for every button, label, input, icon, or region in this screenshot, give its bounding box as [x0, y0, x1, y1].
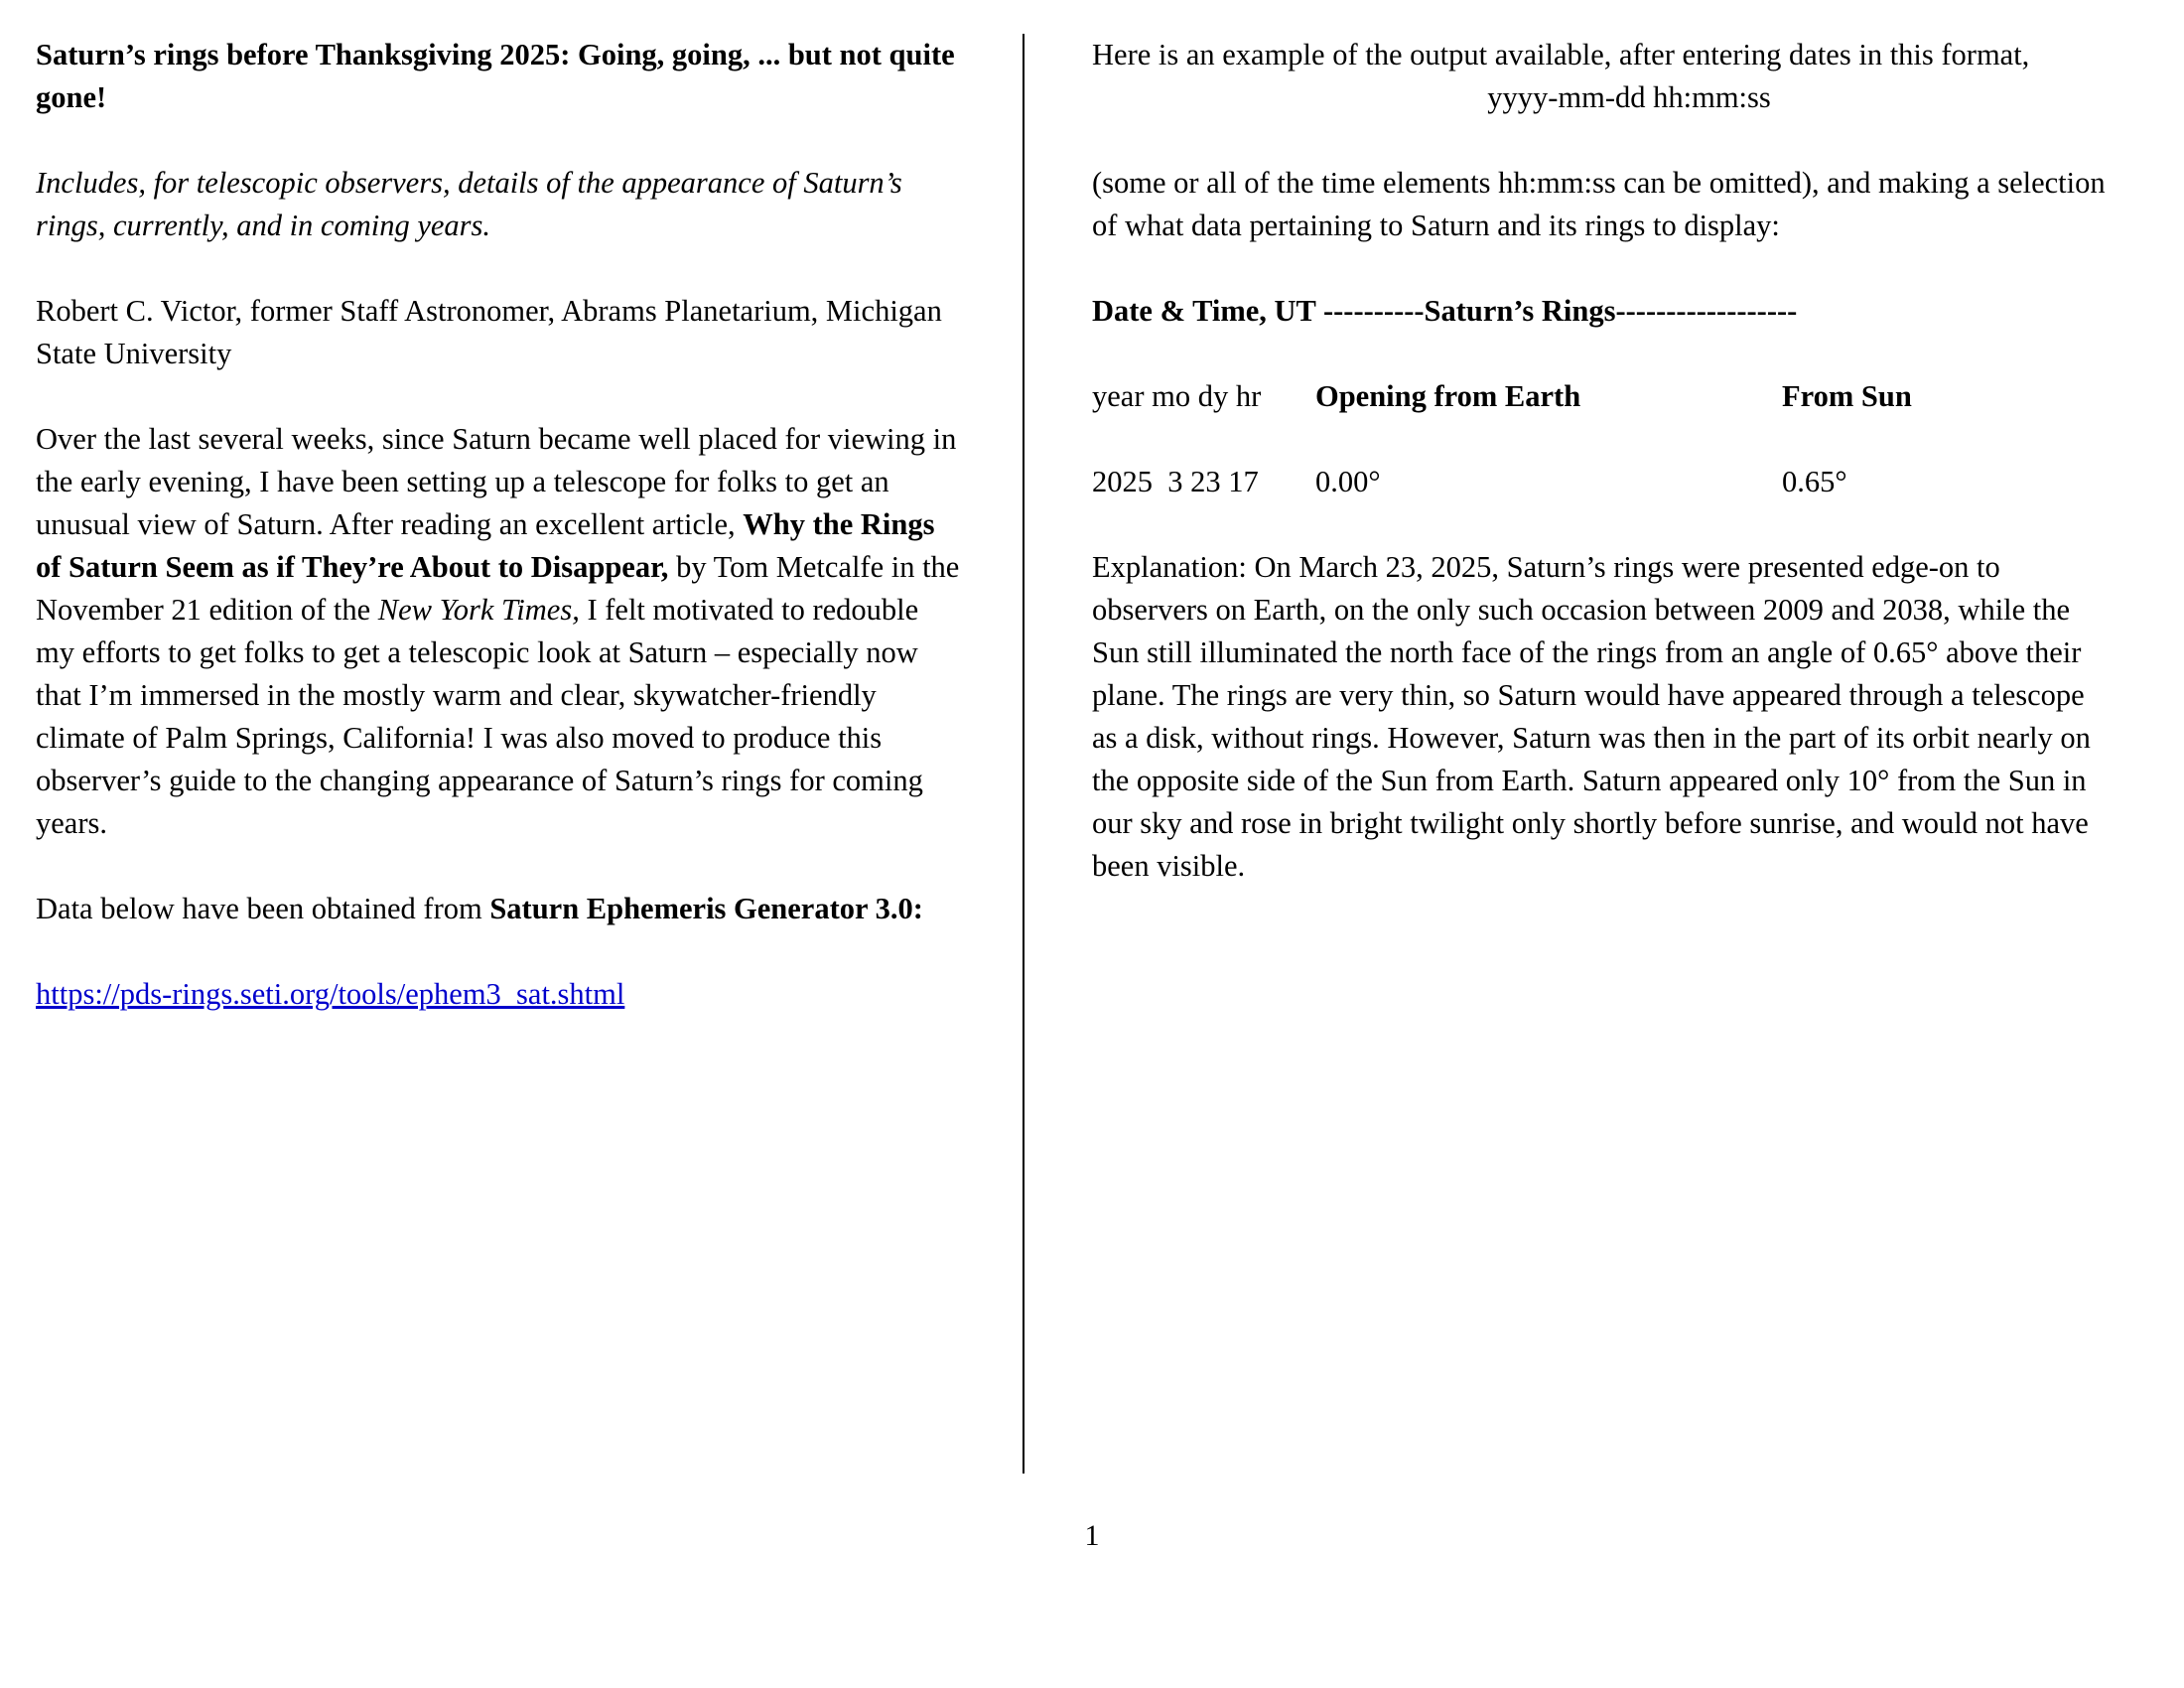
- body-1-text-c: I felt motivated to redouble my efforts to get folks to get a telescopic look at Saturn – especially now that I’m immersed in the mostly warm and clear, skywatcher-friendly climate of Palm Springs, California! I was also moved to produce this observer’s guide to the changing appearance of Saturn’s rings for coming years.: [36, 593, 923, 840]
- ephemeris-generator-link[interactable]: https://pds-rings.seti.org/tools/ephem3_sat.shtml: [36, 977, 625, 1011]
- left-column: [0, 34, 983, 1016]
- table-section-header: Date & Time, UT ----------Saturn’s Rings------------------: [1092, 294, 1798, 328]
- body-1-text-b: by Tom Metcalfe in the November 21 edition of the: [36, 550, 960, 627]
- body-1-text-a: Over the last several weeks, since Saturn became well placed for viewing in the early evening, I have been setting up a telescope for folks to get an unusual view of Saturn. After reading an excellent article,: [36, 422, 957, 541]
- spacer: [36, 375, 963, 418]
- table-header-date: year mo dy hr: [1092, 379, 1262, 413]
- two-column-layout: [0, 34, 2184, 1474]
- spacer: [36, 119, 963, 162]
- spacer: [36, 845, 963, 888]
- article-title: Saturn’s rings before Thanksgiving 2025: Going, going, ... but not quite gone!: [36, 38, 955, 114]
- output-intro-paragraph-2: (some or all of the time elements hh:mm:ss can be omitted), and making a selection of what data pertaining to Saturn and its rings to display:: [1092, 166, 2106, 242]
- table-header-from-sun: From Sun: [1782, 379, 1912, 413]
- explanation-paragraph: Explanation: On March 23, 2025, Saturn’s rings were presented edge-on to observers on Earth, on the only such occasion between 2009 and 2038, while the Sun still illuminated the north face of the rings from an angle of 0.65° above their plane. The rings are very thin, so Saturn would have appeared through a telescope as a disk, without rings. However, Saturn was then in the part of its orbit nearly on the opposite side of the Sun from Earth. Saturn appeared only 10° from the Sun in our sky and rose in bright twilight only shortly before sunrise, and would not have been visible.: [1092, 550, 2091, 883]
- body-2-text-a: Data below have been obtained from: [36, 892, 490, 925]
- spacer: [36, 930, 963, 973]
- right-column: [1024, 34, 2146, 888]
- body-2-source-name: Saturn Ephemeris Generator 3.0:: [489, 892, 923, 925]
- body-1-article-title: Why the Rings of Saturn Seem as if They’re About to Disappear,: [36, 507, 935, 584]
- page-number: 1: [1084, 1519, 1100, 1552]
- spacer: [1092, 333, 2107, 375]
- cell-date: 2025 3 23 17: [1092, 465, 1259, 498]
- cell-from-sun: 0.65°: [1782, 465, 1847, 498]
- table-row: [1092, 461, 2107, 503]
- spacer: [1092, 119, 2107, 162]
- article-byline: Robert C. Victor, former Staff Astronomer, Abrams Planetarium, Michigan State University: [36, 294, 942, 370]
- spacer: [1092, 247, 2107, 290]
- article-subtitle: Includes, for telescopic observers, details of the appearance of Saturn’s rings, currently, and in coming years.: [36, 166, 902, 242]
- body-paragraph-1: [36, 418, 963, 845]
- body-paragraph-2: [36, 888, 963, 930]
- cell-opening-from-earth: 0.00°: [1315, 465, 1381, 498]
- spacer: [1092, 418, 2107, 461]
- table-header-row: [1092, 375, 2107, 418]
- date-format-line: yyyy-mm-dd hh:mm:ss: [1487, 80, 1771, 114]
- spacer: [36, 247, 963, 290]
- spacer: [1092, 503, 2107, 546]
- output-intro-paragraph: Here is an example of the output available, after entering dates in this format,: [1092, 38, 2030, 71]
- table-header-opening-from-earth: Opening from Earth: [1315, 379, 1581, 413]
- body-1-publication-name: New York Times,: [377, 593, 580, 627]
- source-link-paragraph: [36, 973, 963, 1016]
